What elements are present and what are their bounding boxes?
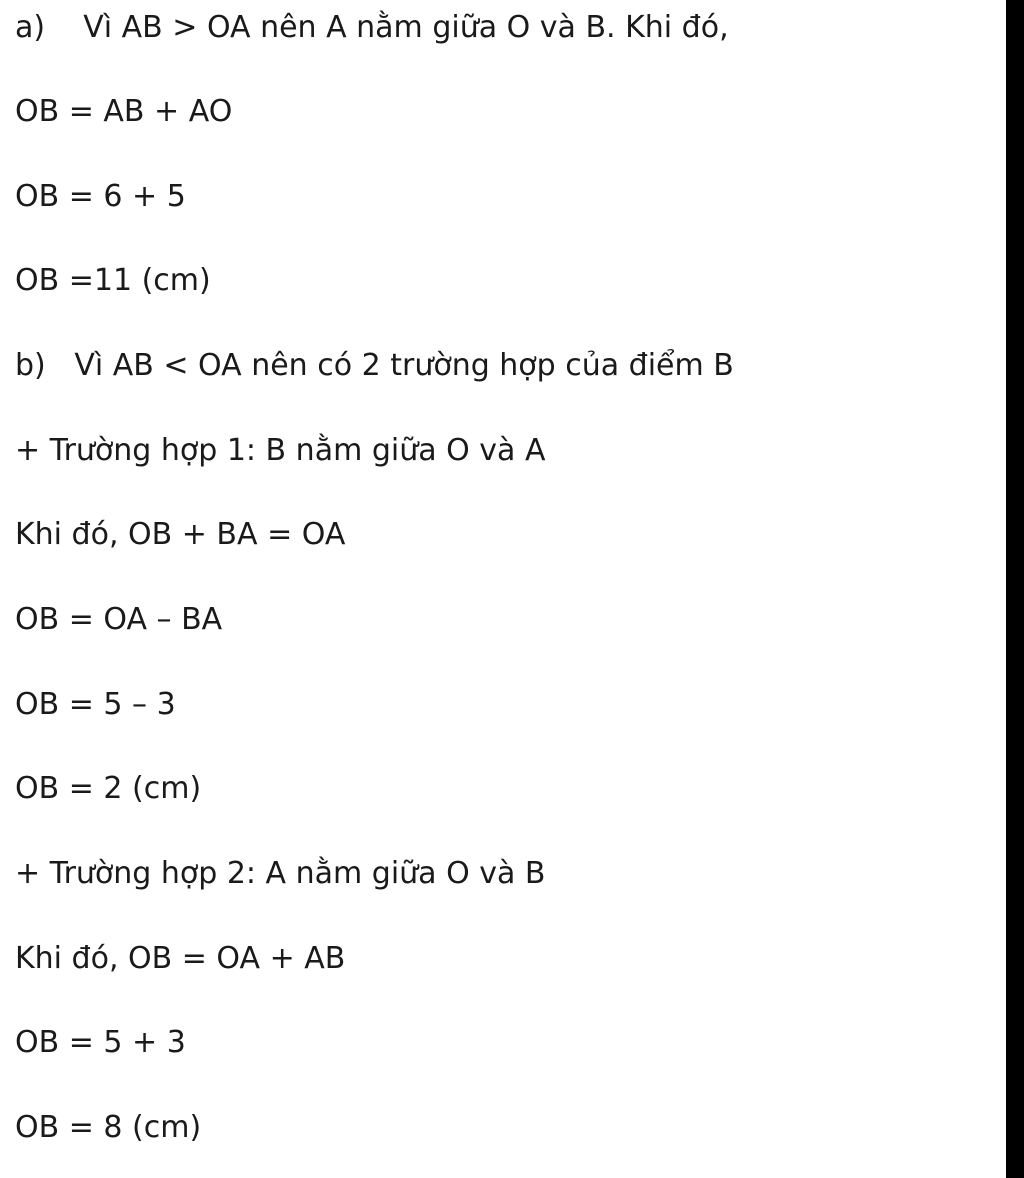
result-line: OB =11 (cm) [15, 263, 211, 298]
equation-line: OB = 6 + 5 [15, 179, 186, 214]
equation-line: OB = 5 – 3 [15, 687, 176, 722]
result-line: OB = 8 (cm) [15, 1110, 202, 1145]
right-edge-bar [1006, 0, 1024, 1178]
part-a-statement: a) Vì AB > OA nên A nằm giữa O và B. Khi đó, [15, 10, 729, 45]
equation-line: Khi đó, OB = OA + AB [15, 941, 346, 976]
equation-line: OB = AB + AO [15, 94, 233, 129]
part-b-statement: b) Vì AB < OA nên có 2 trường hợp của điểm B [15, 348, 734, 383]
equation-line: OB = 5 + 3 [15, 1025, 186, 1060]
case-2-heading: + Trường hợp 2: A nằm giữa O và B [15, 856, 546, 891]
result-line: OB = 2 (cm) [15, 771, 202, 806]
equation-line: OB = OA – BA [15, 602, 223, 637]
equation-line: Khi đó, OB + BA = OA [15, 517, 346, 552]
case-1-heading: + Trường hợp 1: B nằm giữa O và A [15, 433, 546, 468]
